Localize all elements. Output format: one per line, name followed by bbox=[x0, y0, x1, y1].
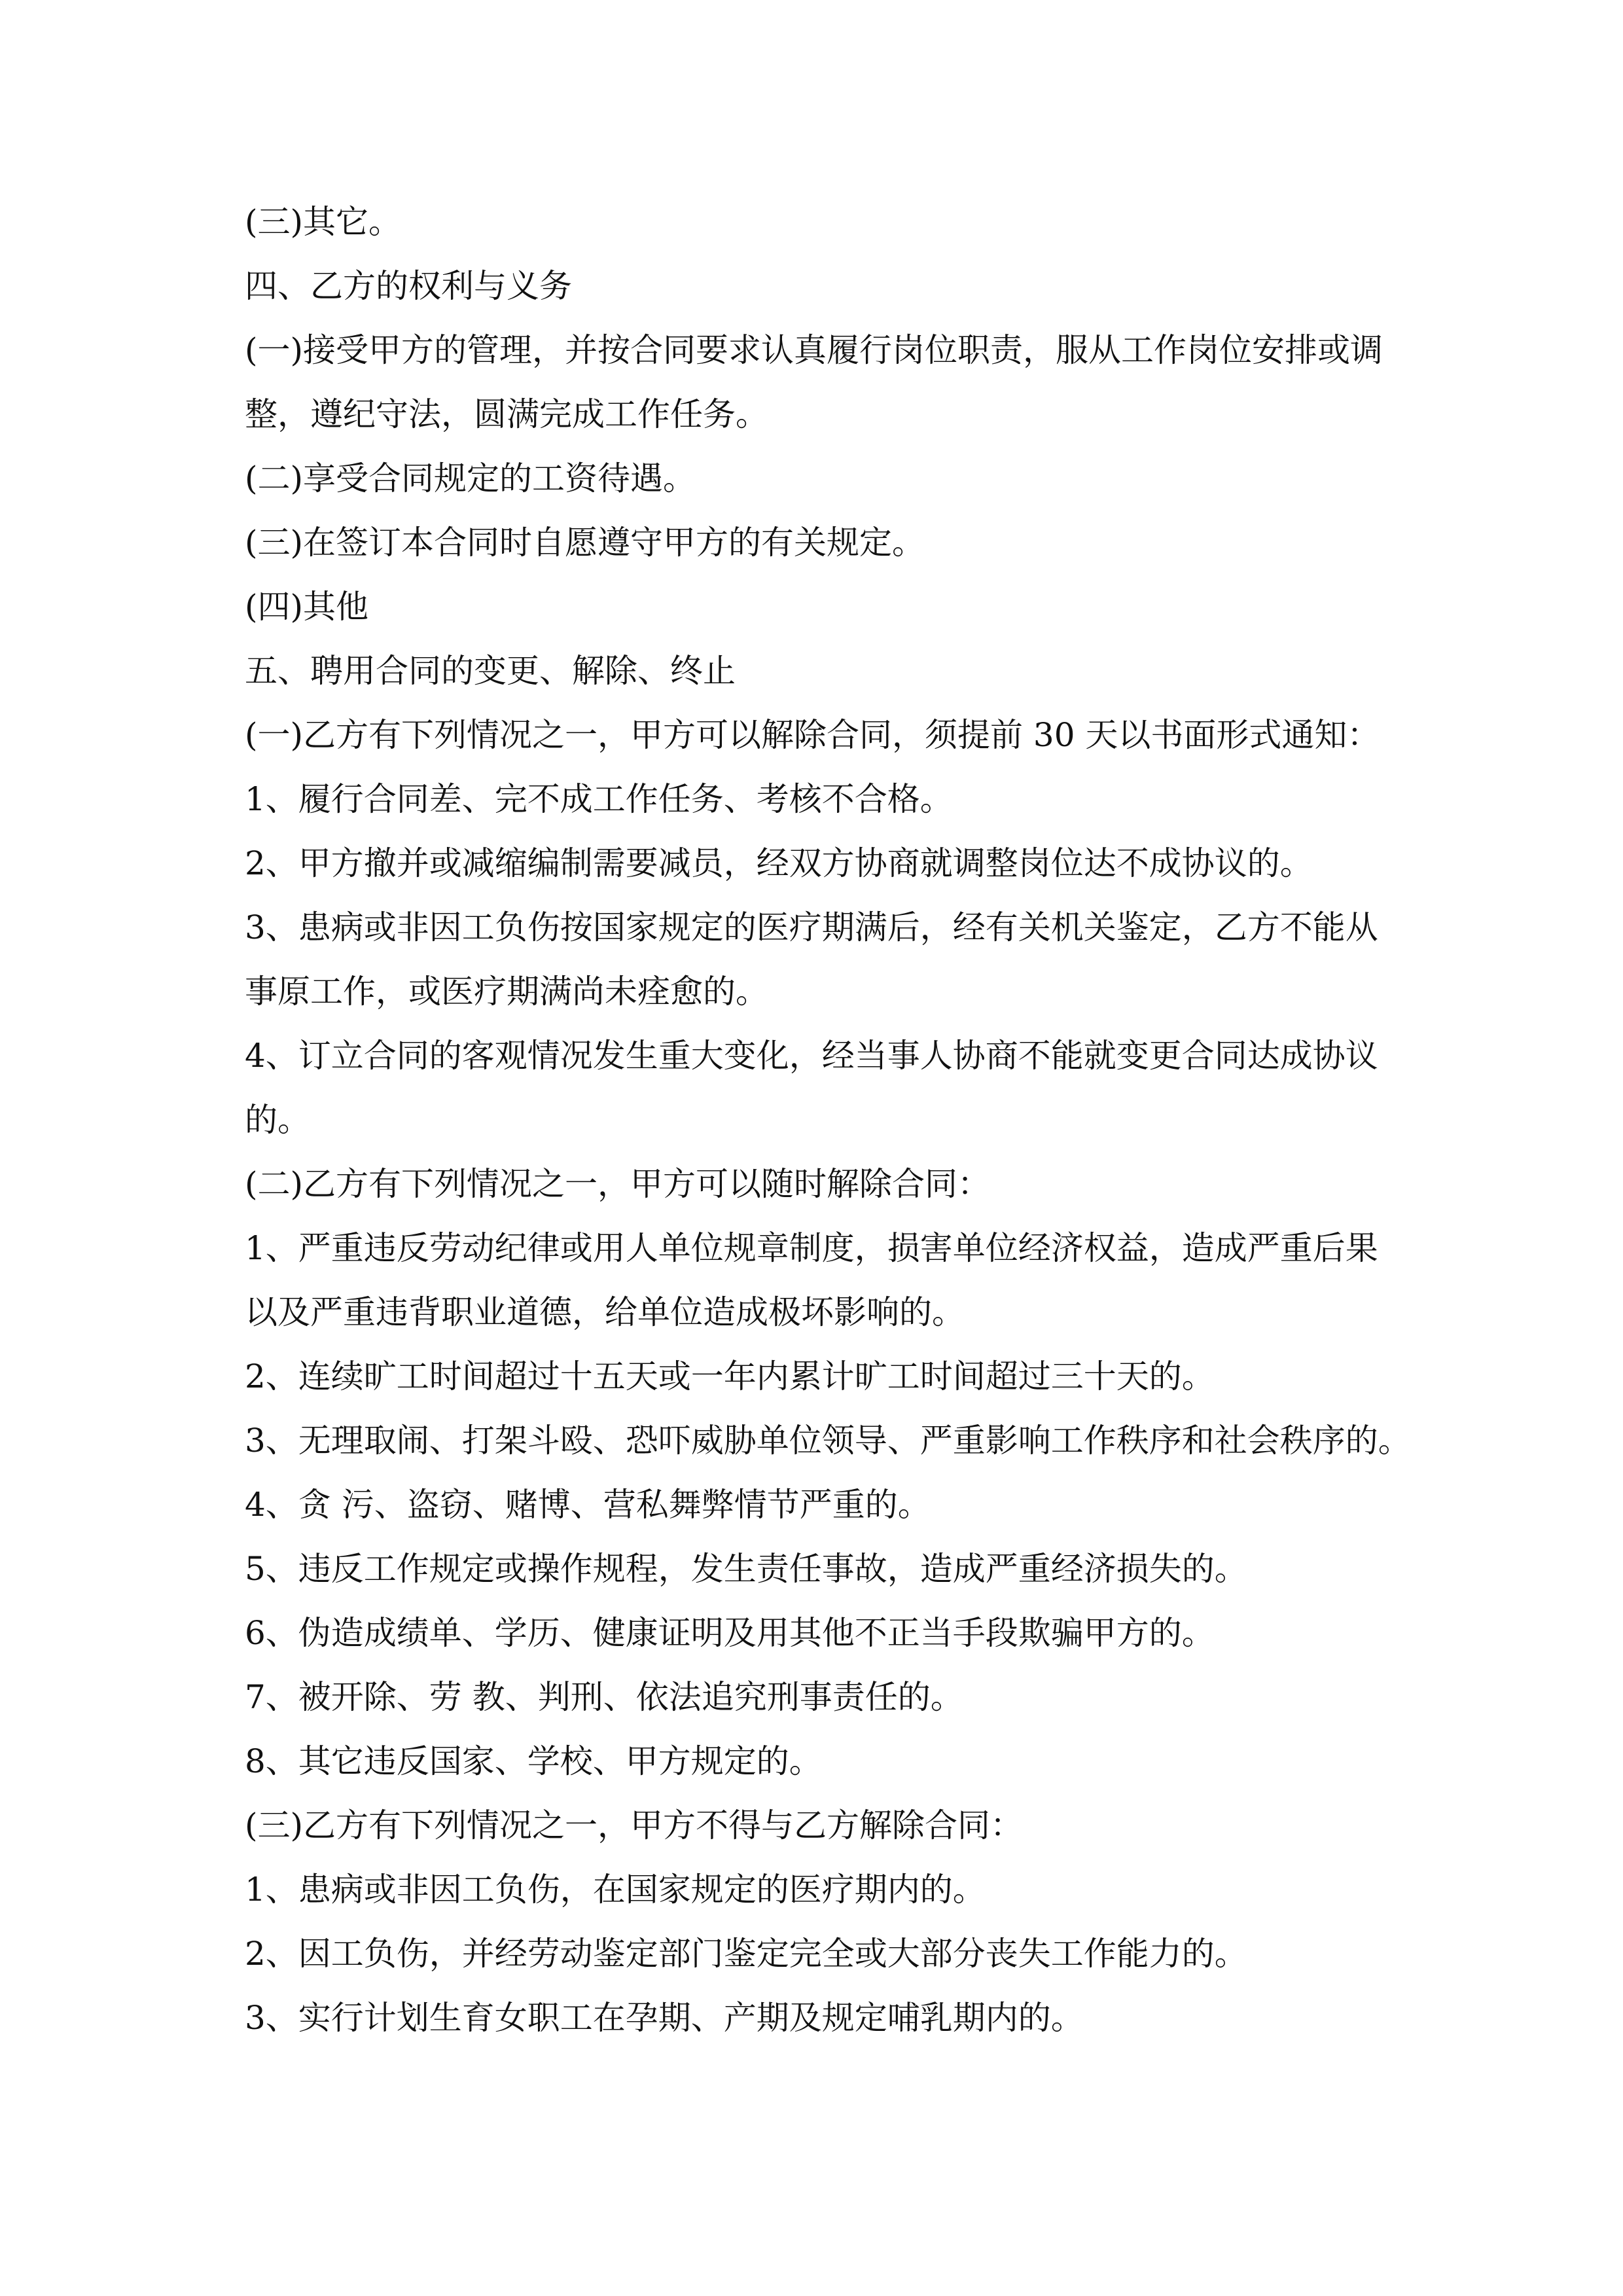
text-line: 1、履行合同差、完不成工作任务、考核不合格。 bbox=[245, 780, 953, 818]
text-line: 2、连续旷工时间超过十五天或一年内累计旷工时间超过三十天的。 bbox=[245, 1357, 1215, 1395]
text-line: 8、其它违反国家、学校、甲方规定的。 bbox=[245, 1742, 822, 1780]
section-heading: 五、聘用合同的变更、解除、终止 bbox=[245, 652, 736, 690]
text-line: 7、被开除、劳 教、判刑、依法追究刑事责任的。 bbox=[245, 1678, 963, 1716]
text-line: 2、因工负伤，并经劳动鉴定部门鉴定完全或大部分丧失工作能力的。 bbox=[245, 1935, 1247, 1973]
text-line: (二)享受合同规定的工资待遇。 bbox=[245, 459, 696, 497]
text-line: (三)乙方有下列情况之一，甲方不得与乙方解除合同： bbox=[245, 1806, 1024, 1844]
text-line: (三)其它。 bbox=[245, 203, 402, 241]
text-line: 3、实行计划生育女职工在孕期、产期及规定哺乳期内的。 bbox=[245, 1999, 1084, 2037]
section-heading: 四、乙方的权利与义务 bbox=[245, 267, 572, 305]
text-line: 3、无理取闹、打架斗殴、恐吓威胁单位领导、严重影响工作秩序和社会秩序的。 bbox=[245, 1422, 1411, 1460]
text-line: (一)接受甲方的管理，并按合同要求认真履行岗位职责，服从工作岗位安排或调 bbox=[245, 331, 1383, 369]
text-line: 4、贪 污、盗窃、赌博、营私舞弊情节严重的。 bbox=[245, 1486, 931, 1524]
text-line: 1、患病或非因工负伤，在国家规定的医疗期内的。 bbox=[245, 1871, 986, 1909]
text-line: 以及严重违背职业道德，给单位造成极坏影响的。 bbox=[245, 1293, 965, 1331]
text-line: 3、患病或非因工负伤按国家规定的医疗期满后，经有关机关鉴定，乙方不能从 bbox=[245, 908, 1378, 946]
text-line: 整，遵纪守法，圆满完成工作任务。 bbox=[245, 395, 768, 433]
text-line: (四)其他 bbox=[245, 588, 369, 626]
text-line: 的。 bbox=[245, 1101, 310, 1139]
document-body bbox=[245, 190, 1411, 2050]
text-line: (三)在签订本合同时自愿遵守甲方的有关规定。 bbox=[245, 524, 925, 562]
text-line: (一)乙方有下列情况之一，甲方可以解除合同，须提前 30 天以书面形式通知： bbox=[245, 716, 1380, 754]
text-line: 5、违反工作规定或操作规程，发生责任事故，造成严重经济损失的。 bbox=[245, 1550, 1247, 1588]
text-line: (二)乙方有下列情况之一，甲方可以随时解除合同： bbox=[245, 1165, 991, 1203]
text-line: 4、订立合同的客观情况发生重大变化，经当事人协商不能就变更合同达成协议 bbox=[245, 1037, 1378, 1075]
text-line: 事原工作，或医疗期满尚未痊愈的。 bbox=[245, 973, 768, 1011]
text-line: 2、甲方撤并或减缩编制需要减员，经双方协商就调整岗位达不成协议的。 bbox=[245, 844, 1313, 882]
text-line: 6、伪造成绩单、学历、健康证明及用其他不正当手段欺骗甲方的。 bbox=[245, 1614, 1215, 1652]
text-line: 1、严重违反劳动纪律或用人单位规章制度，损害单位经济权益，造成严重后果 bbox=[245, 1229, 1378, 1267]
